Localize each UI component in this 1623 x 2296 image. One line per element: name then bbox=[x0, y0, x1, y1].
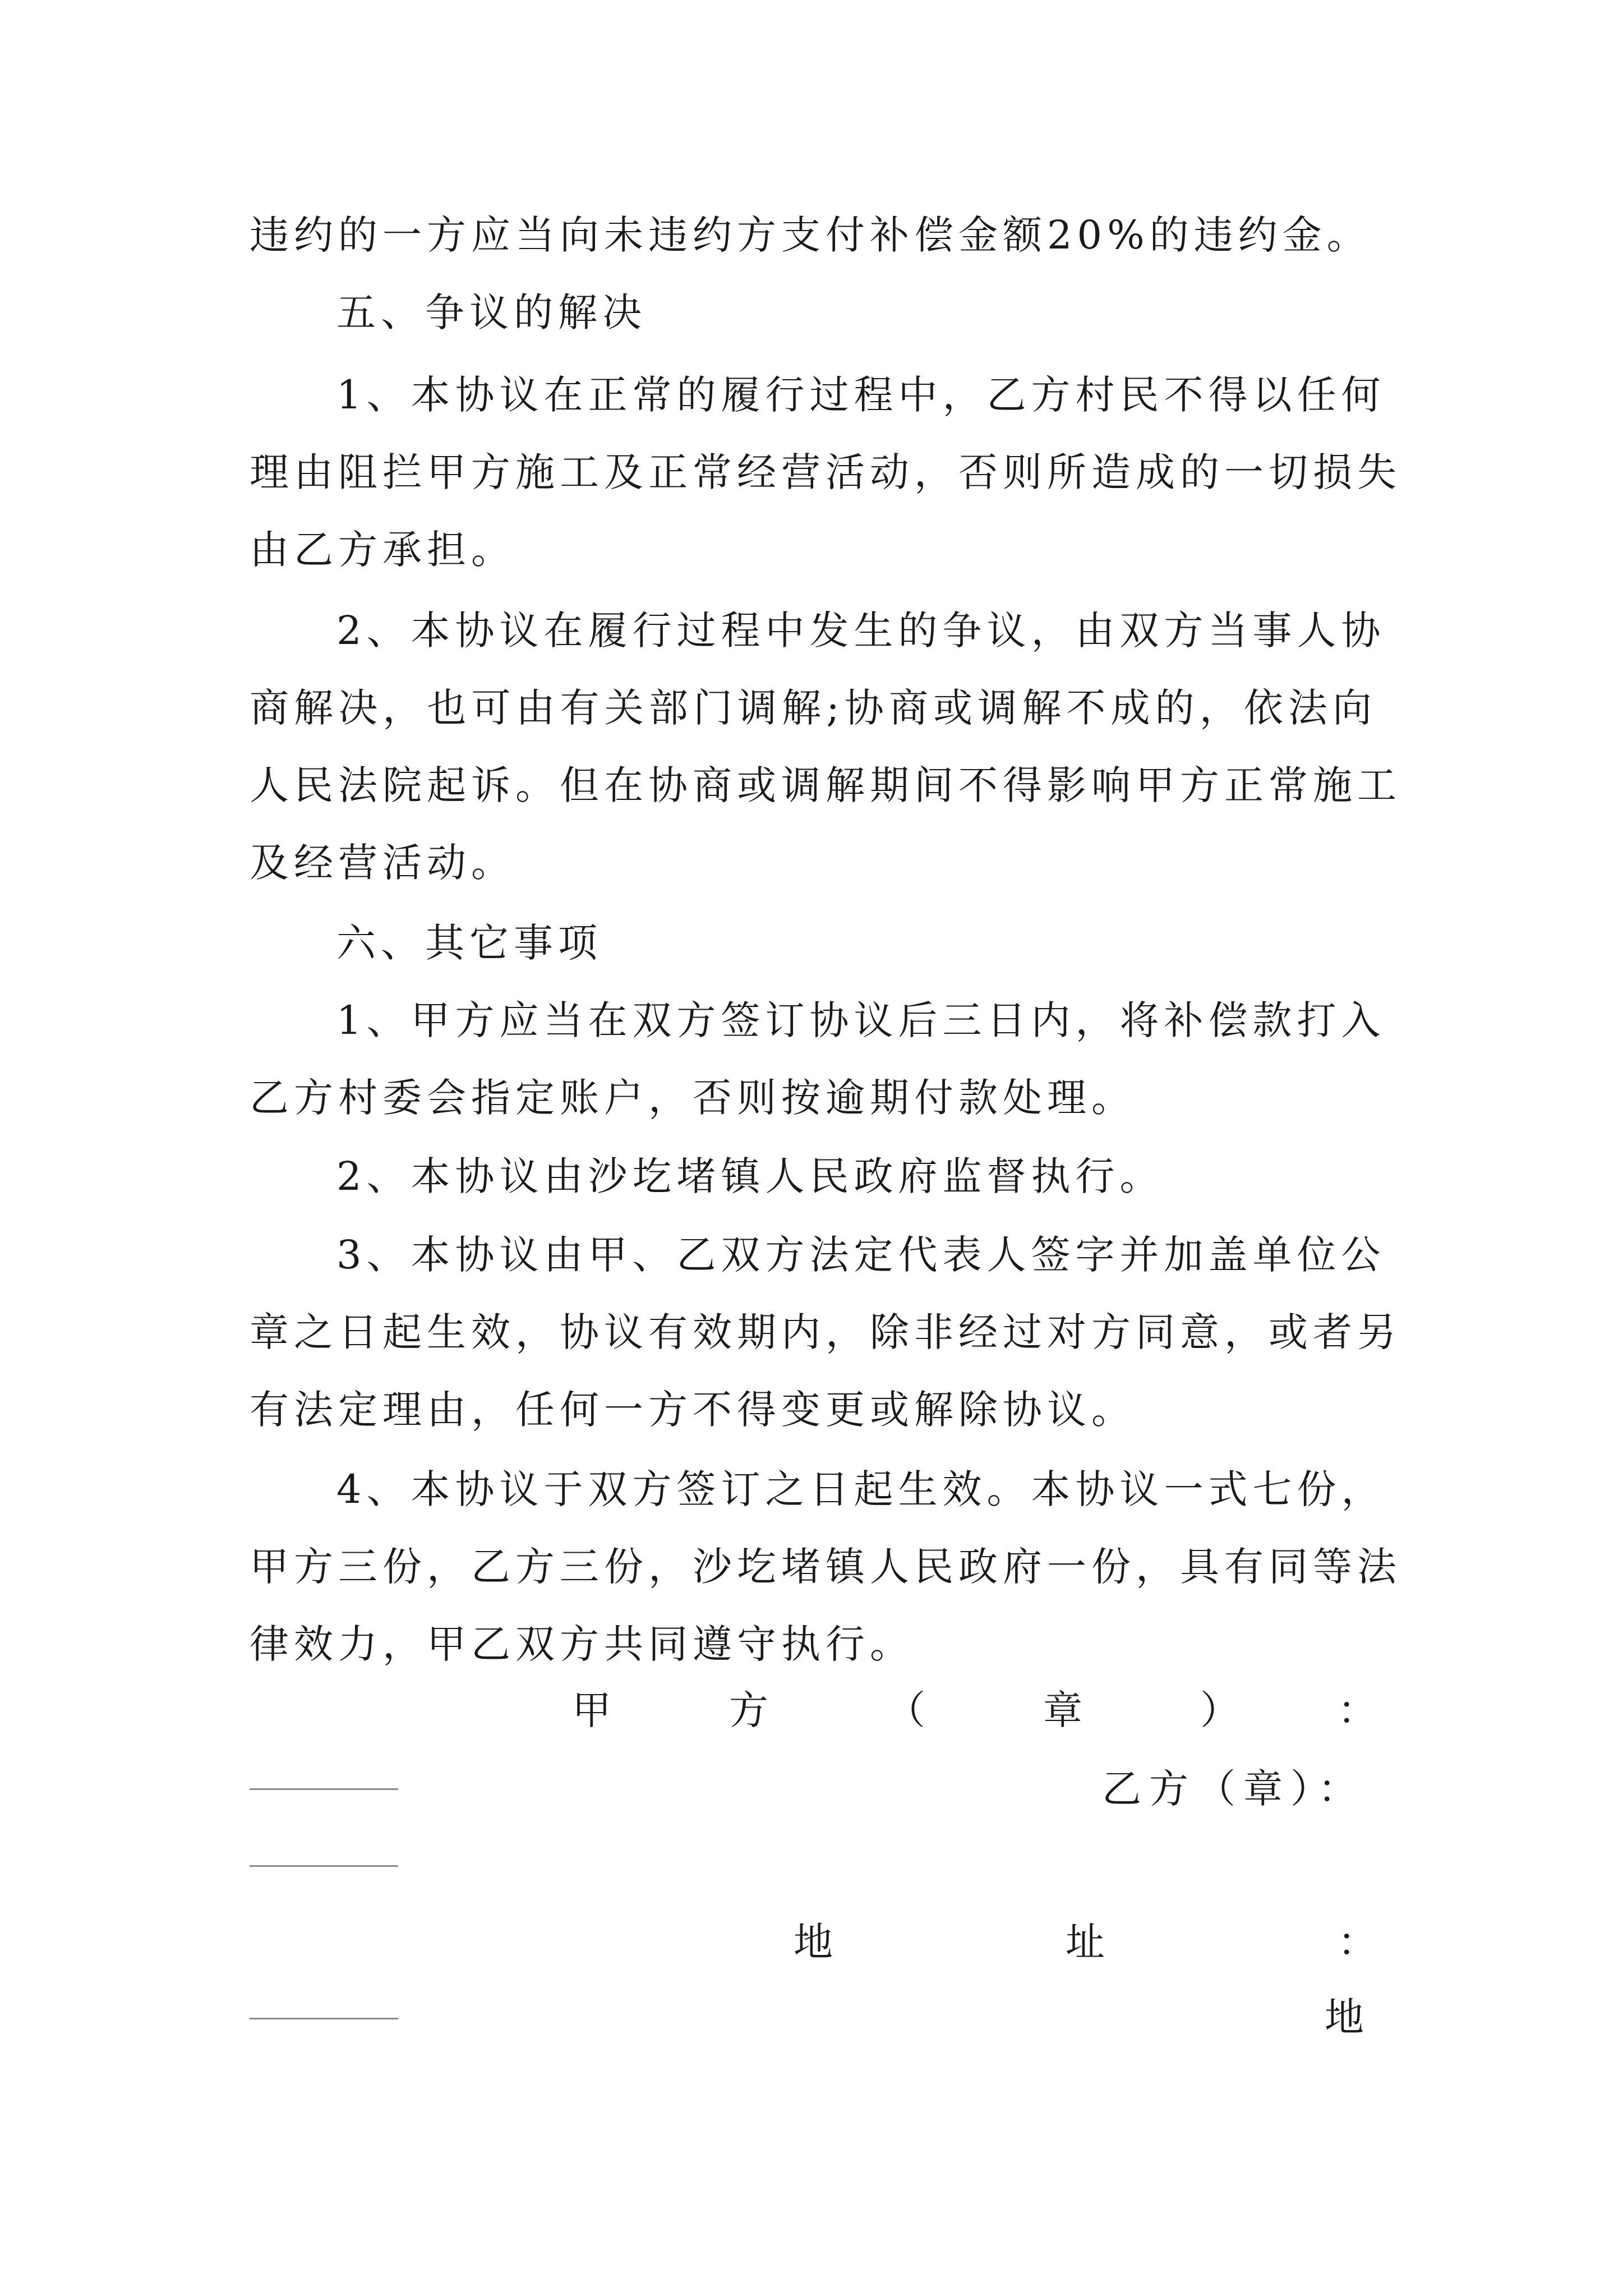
paragraph-line: 违约的一方应当向未违约方支付补偿金额20%的违约金。 bbox=[250, 212, 1371, 258]
paragraph-line: 理由阻拦甲方施工及正常经营活动，否则所造成的一切损失 bbox=[250, 449, 1401, 495]
section-heading: 五、争议的解决 bbox=[336, 289, 647, 335]
signature-line bbox=[250, 1788, 398, 1790]
paragraph-line: 1、甲方应当在双方签订协议后三日内，将补偿款打入 bbox=[336, 997, 1386, 1043]
section-heading: 六、其它事项 bbox=[336, 920, 602, 966]
party-b-seal-label: 乙方（章）： bbox=[1102, 1766, 1365, 1812]
paragraph-line: 3、本协议由甲、乙双方法定代表人签字并加盖单位公 bbox=[336, 1232, 1386, 1278]
paragraph-line: 商解决，也可由有关部门调解;协商或调解不成的，依法向 bbox=[250, 685, 1377, 731]
paragraph-line: 乙方村委会指定账户，否则按逾期付款处理。 bbox=[250, 1075, 1136, 1121]
party-a-address-label: 地址： bbox=[794, 1919, 1377, 1965]
party-a-seal-label: 甲方（章）： bbox=[572, 1687, 1377, 1733]
signature-line bbox=[250, 2018, 398, 2019]
paragraph-line: 由乙方承担。 bbox=[250, 527, 515, 573]
paragraph-line: 有法定理由，任何一方不得变更或解除协议。 bbox=[250, 1387, 1136, 1433]
paragraph-line: 2、本协议在履行过程中发生的争议，由双方当事人协 bbox=[336, 608, 1386, 654]
paragraph-line: 2、本协议由沙圪堵镇人民政府监督执行。 bbox=[336, 1153, 1164, 1199]
paragraph-line: 甲方三份，乙方三份，沙圪堵镇人民政府一份，具有同等法 bbox=[250, 1544, 1401, 1590]
paragraph-line: 4、本协议于双方签订之日起生效。本协议一式七份， bbox=[336, 1466, 1386, 1512]
paragraph-line: 人民法院起诉。但在协商或调解期间不得影响甲方正常施工 bbox=[250, 762, 1401, 808]
signature-line bbox=[250, 1865, 398, 1867]
party-b-address-label: 地 bbox=[1325, 1994, 1364, 2040]
paragraph-line: 及经营活动。 bbox=[250, 840, 515, 886]
paragraph-line: 章之日起生效，协议有效期内，除非经过对方同意，或者另 bbox=[250, 1309, 1401, 1355]
paragraph-line: 1、本协议在正常的履行过程中，乙方村民不得以任何 bbox=[336, 372, 1386, 418]
paragraph-line: 律效力，甲乙双方共同遵守执行。 bbox=[250, 1621, 914, 1667]
